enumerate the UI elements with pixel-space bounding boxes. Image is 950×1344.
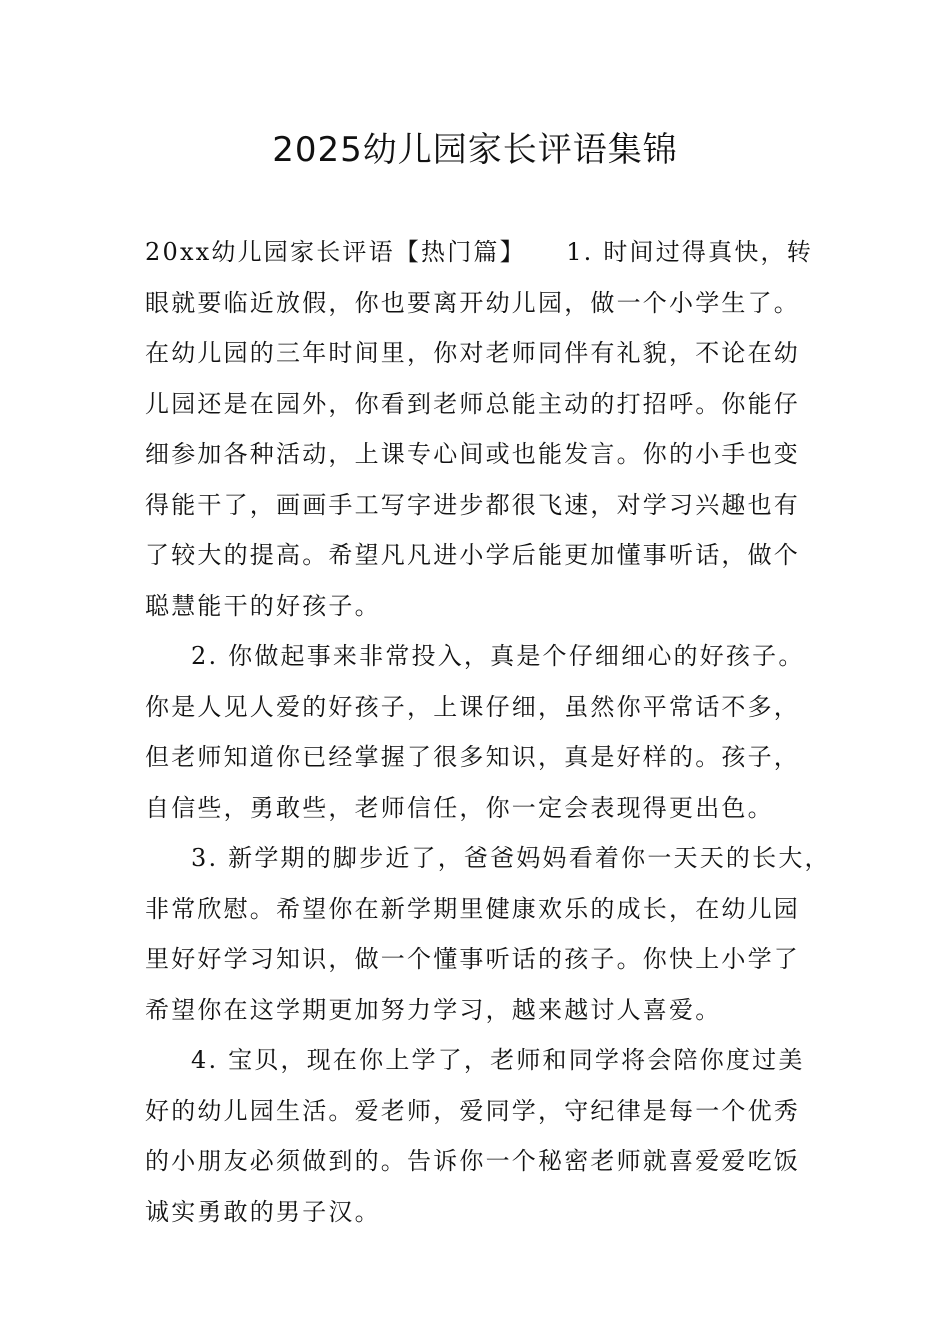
text-line: 希望你在这学期更加努力学习，越来越讨人喜爱。 (145, 995, 722, 1024)
text-line: 的小朋友必须做到的。告诉你一个秘密老师就喜爱爱吃饭 (145, 1147, 800, 1175)
text-line: 聪慧能干的好孩子。 (145, 591, 381, 620)
paragraph-start-line: 2. 你做起事来非常投入，真是个仔细细心的好孩子。 (191, 642, 805, 670)
text-line: 了较大的提高。希望凡凡进小学后能更加懂事听话，做个 (145, 541, 800, 569)
text-line: 但老师知道你已经掌握了很多知识，真是好样的。孩子， (145, 743, 800, 771)
text-line: 好的幼儿园生活。爱老师，爱同学，守纪律是每一个优秀 (145, 1096, 800, 1125)
text-line: 自信些，勇敢些，老师信任，你一定会表现得更出色。 (145, 793, 774, 822)
paragraph-start-line: 3. 新学期的脚步近了，爸爸妈妈看着你一天天的长大， (191, 844, 831, 872)
text-line: 诚实勇敢的男子汉。 (145, 1197, 381, 1226)
text-line: 里好好学习知识，做一个懂事听话的孩子。你快上小学了 (145, 945, 800, 973)
text-line: 得能干了，画画手工写字进步都很飞速，对学习兴趣也有 (145, 490, 800, 519)
text-line: 在幼儿园的三年时间里，你对老师同伴有礼貌，不论在幼 (145, 339, 800, 367)
text-line: 眼就要临近放假，你也要离开幼儿园，做一个小学生了。 (145, 288, 800, 317)
paragraph-start-line: 4. 宝贝，现在你上学了，老师和同学将会陪你度过美 (191, 1046, 805, 1074)
body-text (145, 227, 831, 1237)
text-line: 细参加各种活动，上课专心间或也能发言。你的小手也变 (145, 440, 800, 468)
text-line: 非常欣慰。希望你在新学期里健康欢乐的成长，在幼儿园 (145, 894, 800, 923)
text-line: 20xx幼儿园家长评语【热门篇】 1. 时间过得真快，转 (145, 238, 813, 266)
page-title: 2025幼儿园家长评语集锦 (272, 130, 678, 170)
text-line: 儿园还是在园外，你看到老师总能主动的打招呼。你能仔 (145, 389, 800, 418)
text-line: 你是人见人爱的好孩子，上课仔细，虽然你平常话不多， (145, 692, 800, 721)
